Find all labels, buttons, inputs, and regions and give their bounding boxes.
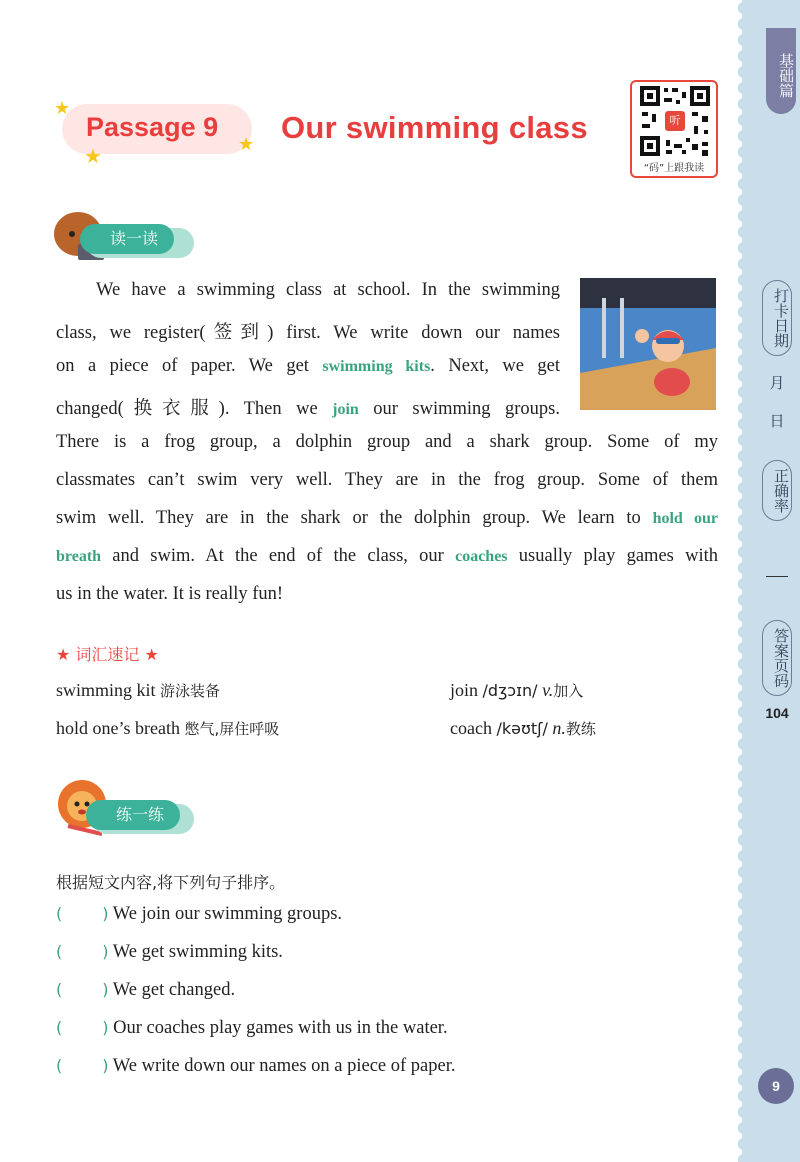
passage-line-5: There is a frog group, a dolphin group and a shark group. Some of my bbox=[56, 432, 718, 452]
paren-close: ) bbox=[102, 980, 109, 999]
vocab-highlight: swimming kits bbox=[322, 358, 431, 375]
accuracy-blank bbox=[766, 576, 788, 577]
star-icon: ★ bbox=[84, 144, 102, 168]
vocab-meaning: 游泳装备 bbox=[160, 682, 221, 700]
sidebar bbox=[742, 0, 800, 1162]
passage-line-6: classmates can’t swim very well. They are in the frog group. Some of them bbox=[56, 470, 718, 490]
vocab-item bbox=[56, 718, 279, 739]
ordering-item bbox=[56, 904, 342, 925]
vocab-item bbox=[450, 680, 583, 701]
star-icon: ★ bbox=[54, 98, 71, 119]
ordering-item bbox=[56, 942, 283, 963]
vocab-phonetic: /kəʊtʃ/ bbox=[496, 719, 548, 738]
passage-line-7 bbox=[56, 508, 718, 529]
vocab-item bbox=[450, 718, 596, 739]
section-tab: 基础篇 bbox=[766, 28, 796, 114]
practice-instruction: 根据短文内容,将下列句子排序。 bbox=[56, 873, 286, 892]
paren-open: ( bbox=[56, 1018, 63, 1037]
passage-line-3 bbox=[56, 356, 560, 377]
passage-line-1: We have a swimming class at school. In the swimming bbox=[96, 280, 560, 300]
paren-open: ( bbox=[56, 980, 63, 999]
ordering-sentence: We write down our names on a piece of paper. bbox=[112, 1056, 456, 1076]
month-label: 月 bbox=[769, 374, 785, 392]
passage-text: on a piece of paper. We get bbox=[56, 356, 323, 376]
vocab-word: swimming kit bbox=[56, 680, 156, 700]
read-section-banner: 读一读 bbox=[80, 224, 174, 254]
paren-close: ) bbox=[102, 1018, 109, 1037]
passage-text: and swim. At the end of the class, our bbox=[101, 546, 456, 566]
answer-page-number: 104 bbox=[765, 705, 789, 721]
vocab-word: hold one’s breath bbox=[56, 718, 180, 738]
passage-text: usually play games with bbox=[507, 546, 718, 566]
paren-open: ( bbox=[56, 942, 63, 961]
page-title: Our swimming class bbox=[281, 110, 588, 145]
vocab-highlight: hold our bbox=[652, 510, 718, 527]
vocab-highlight: coaches bbox=[455, 548, 508, 565]
qr-caption: “码”上跟我读 bbox=[643, 163, 705, 174]
vocab-highlight: breath bbox=[56, 548, 102, 565]
vocab-item bbox=[56, 680, 220, 701]
swimming-girl-illustration bbox=[580, 278, 716, 410]
checkin-date-label: 打卡日期 bbox=[762, 280, 792, 356]
passage-label: Passage 9 bbox=[86, 112, 219, 142]
paren-close: ) bbox=[102, 942, 109, 961]
vocab-meaning: 加入 bbox=[553, 682, 584, 700]
qr-listen-label: 听 bbox=[669, 114, 681, 127]
page-number-badge: 9 bbox=[758, 1068, 794, 1104]
paren-close: ) bbox=[102, 1056, 109, 1075]
paren-close: ) bbox=[102, 904, 109, 923]
ordering-sentence: We join our swimming groups. bbox=[112, 904, 343, 924]
passage-line-4 bbox=[56, 394, 560, 420]
ordering-item bbox=[56, 1018, 448, 1039]
paren-open: ( bbox=[56, 1056, 63, 1075]
passage-line-9: us in the water. It is really fun! bbox=[56, 584, 284, 604]
passage-text: our swimming groups. bbox=[358, 399, 560, 419]
ordering-sentence: We get swimming kits. bbox=[112, 942, 283, 962]
passage-line-8 bbox=[56, 546, 718, 567]
passage-text: swim well. They are in the shark or the dolphin group. We learn to bbox=[56, 508, 653, 528]
vocab-word: join bbox=[450, 680, 479, 700]
vocab-phonetic: /dʒɔɪn/ bbox=[482, 681, 538, 700]
ordering-sentence: Our coaches play games with us in the water. bbox=[113, 1018, 448, 1038]
practice-section-banner: 练一练 bbox=[86, 800, 180, 830]
vocab-meaning: 教练 bbox=[565, 720, 596, 738]
vocab-pos: v. bbox=[542, 680, 554, 700]
passage-text: changed(换衣服). Then we bbox=[56, 399, 333, 419]
ordering-item bbox=[56, 980, 235, 1001]
qr-code[interactable] bbox=[630, 80, 718, 178]
sidebar-scalloped-edge bbox=[736, 0, 744, 1162]
passage-text: . Next, we get bbox=[430, 356, 560, 376]
vocab-word: coach bbox=[450, 718, 492, 738]
vocab-highlight: join bbox=[332, 401, 359, 418]
vocab-heading: ★ 词汇速记 ★ bbox=[56, 645, 159, 664]
paren-open: ( bbox=[56, 904, 63, 923]
vocab-pos: n. bbox=[552, 718, 566, 738]
vocab-meaning: 憋气,屏住呼吸 bbox=[184, 720, 280, 738]
ordering-sentence: We get changed. bbox=[112, 980, 236, 1000]
accuracy-label: 正确率 bbox=[762, 460, 792, 521]
star-icon: ★ bbox=[238, 134, 255, 155]
passage-line-2: class, we register(签到) first. We write down our names bbox=[56, 323, 560, 343]
ordering-item bbox=[56, 1056, 456, 1077]
answer-page-label: 答案页码 bbox=[762, 620, 792, 696]
day-label: 日 bbox=[769, 412, 785, 430]
